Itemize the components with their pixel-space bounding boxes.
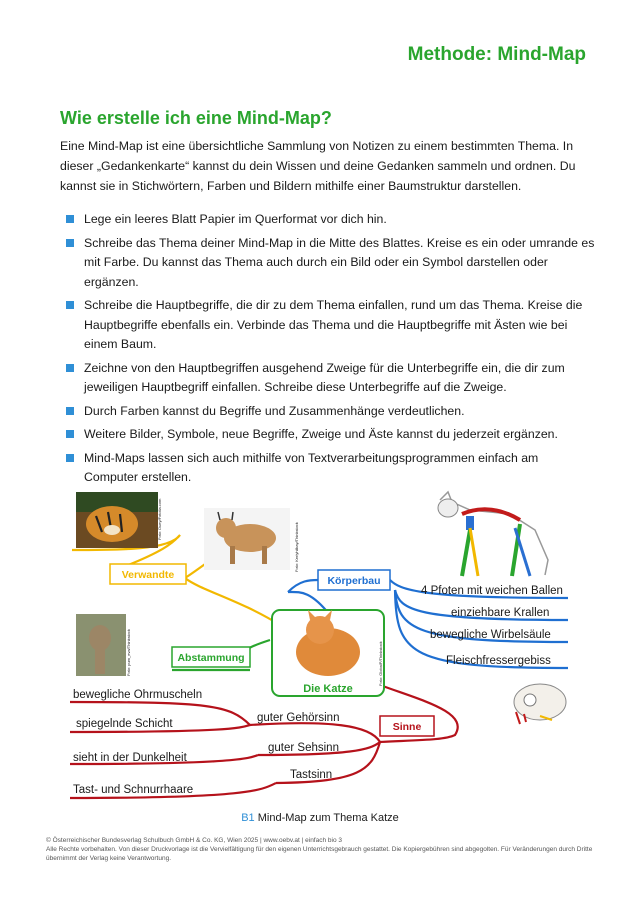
bullet-square-icon xyxy=(66,239,74,247)
mind-map xyxy=(0,480,640,810)
cat-skull-illustration xyxy=(514,684,566,724)
figure-number: B1 xyxy=(241,812,255,824)
cat-skeleton-illustration xyxy=(438,492,548,576)
footer-copyright: © Österreichischer Bundesverlag Schulbuch GmbH & Co. KG, Wien 2025 | www.oebv.at | einfach bio 3 xyxy=(46,837,342,844)
list-item: Schreibe die Hauptbegriffe, die dir zu dem Thema einfallen, rund um das Thema. Kreise die Hauptbegriffe ebenfalls ein. Verbinde das Thema und die Hauptbegriffe mit Ästen wie bei einem Baum. xyxy=(60,296,595,355)
center-label: Die Katze xyxy=(303,683,353,695)
bullet-square-icon xyxy=(66,301,74,309)
list-item: Mind-Maps lassen sich auch mithilfe von Textverarbeitungsprogrammen einfach am Computer erstellen. xyxy=(60,449,595,488)
svg-text:Foto: Duey/Fotolia.com: Foto: Duey/Fotolia.com xyxy=(157,498,162,540)
list-item: Zeichne von den Hauptbegriffen ausgehend Zweige für die Unterbegriffe ein, die dir zum jeweiligen Hauptbegriff einfallen. Schreibe diese Unterbegriffe auf die Zweige. xyxy=(60,359,595,398)
koerperbau-item: bewegliche Wirbelsäule xyxy=(430,629,551,641)
figure-caption xyxy=(0,812,640,824)
list-item: Schreibe das Thema deiner Mind-Map in die Mitte des Blattes. Kreise es ein oder umrande es mit Farbe. Du kannst das Thema auch durch ein Bild oder ein Symbol darstellen oder ergänzen. xyxy=(60,234,595,293)
svg-text:Abstammung: Abstammung xyxy=(177,652,245,664)
sinne-item: guter Gehörsinn xyxy=(257,712,340,724)
intro-paragraph: Eine Mind-Map ist eine übersichtliche Sammlung von Notizen zu einem bestimmten Thema. In dieser „Gedankenkarte“ kannst du dein Wissen und deine Gedanken sammeln und ordnen. Du kannst sie in Stichwörtern, Farben und Bildern mithilfe einer Baumstruktur darstellen. xyxy=(60,139,576,193)
bullet-square-icon xyxy=(66,430,74,438)
koerperbau-node xyxy=(318,570,390,590)
center-node xyxy=(272,610,384,696)
footer-rights: Alle Rechte vorbehalten. Von dieser Druckvorlage ist die Vervielfältigung für den eigenen Unterrichtsgebrauch gestattet. Die Kopiergebühren sind abgegolten. Für Veränderungen durch Dritte übernimmt der Verlag keine Verantwortung. xyxy=(46,846,593,862)
sinne-item: Tastsinn xyxy=(290,769,333,781)
sinne-detail: Tast- und Schnurrhaare xyxy=(73,784,194,796)
sinne-branch xyxy=(70,685,458,798)
footer xyxy=(46,836,606,863)
sinne-detail: spiegelnde Schicht xyxy=(76,718,173,730)
list-item: Weitere Bilder, Symbole, neue Begriffe, Zweige und Äste kannst du jederzeit ergänzen. xyxy=(60,425,595,445)
tiger-photo xyxy=(76,492,162,548)
section-title: Wie erstelle ich eine Mind-Map? xyxy=(60,108,332,128)
koerperbau-item: einziehbare Krallen xyxy=(451,607,550,619)
lynx-photo xyxy=(204,508,299,572)
list-item: Lege ein leeres Blatt Papier im Querformat vor dich hin. xyxy=(60,210,595,230)
list-item: Durch Farben kannst du Begriffe und Zusammenhänge verdeutlichen. xyxy=(60,402,595,422)
figure-caption-text: Mind-Map zum Thema Katze xyxy=(257,812,399,824)
koerperbau-item: 4 Pfoten mit weichen Ballen xyxy=(421,585,563,597)
sinne-node xyxy=(380,716,434,736)
svg-text:Foto: Kerlyhilkay/Thinkstock: Foto: Kerlyhilkay/Thinkstock xyxy=(294,522,299,572)
svg-text:Körperbau: Körperbau xyxy=(327,575,381,587)
sinne-detail: sieht in der Dunkelheit xyxy=(73,752,187,764)
sinne-detail: bewegliche Ohrmuscheln xyxy=(73,689,203,701)
abstammung-node xyxy=(172,647,250,667)
sinne-item: guter Sehsinn xyxy=(268,742,339,754)
bullet-square-icon xyxy=(66,407,74,415)
bullet-square-icon xyxy=(66,454,74,462)
svg-text:Sinne: Sinne xyxy=(392,721,422,733)
verwandte-node xyxy=(110,564,186,584)
svg-text:Verwandte: Verwandte xyxy=(121,569,175,581)
bullet-square-icon xyxy=(66,364,74,372)
bullet-square-icon xyxy=(66,215,74,223)
page-header-title: Methode: Mind-Map xyxy=(407,44,586,65)
koerperbau-item: Fleischfressergebiss xyxy=(446,655,551,667)
bullet-list xyxy=(60,210,595,492)
svg-text:Foto: pum_eva/Thinkstock: Foto: pum_eva/Thinkstock xyxy=(126,629,131,676)
wildcat-photo xyxy=(76,614,131,676)
svg-text:Foto: GlobalP/Thinkstock: Foto: GlobalP/Thinkstock xyxy=(378,641,383,686)
